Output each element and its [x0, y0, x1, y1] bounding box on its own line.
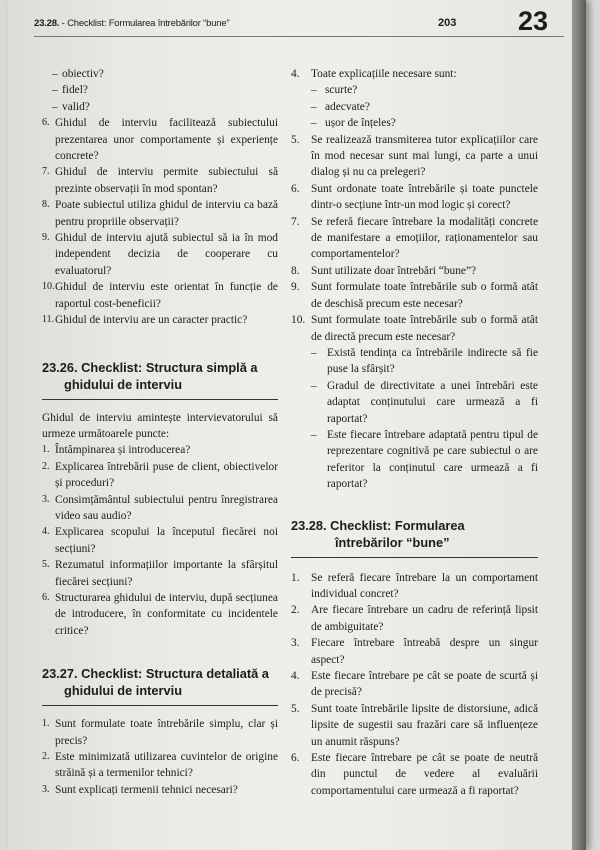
list-item: 3. Consimțământul subiectului pentru înregistrarea video sau audio?: [42, 493, 278, 522]
list-item: 3. Fiecare întrebare întreabă despre un singur aspect?: [291, 637, 538, 666]
header-divider: [34, 36, 564, 37]
list-item: 1. Sunt formulate toate întrebările simplu, clar și precis?: [42, 718, 278, 747]
list-item: 11. Ghidul de interviu are un caracter practic?: [42, 314, 248, 327]
list-item: 7. Ghidul de interviu permite subiectului să prezinte observații în mod spontan?: [42, 166, 278, 195]
list-item: – valid?: [52, 100, 90, 113]
list-item: 9. Ghidul de interviu ajută subiectul să ia în mod independent decizia de cooperare cu evaluatorul?: [42, 232, 278, 277]
list-item: 6. Este fiecare întrebare pe cât se poate de neutră din punctul de vedere al evaluării comportamentului care urmează a fi raportat?: [291, 752, 538, 797]
list-item: – Există tendința ca întrebările indirecte să fie puse la sfârșit?: [311, 346, 538, 376]
list-item: 9. Sunt formulate toate întrebările sub o formă atât de deschisă precum este necesar?: [291, 281, 538, 310]
section-heading: 23.28. Checklist: Formularea întrebărilor “bune”: [291, 517, 465, 550]
list-item: 3. Sunt explicați termenii tehnici necesari?: [42, 783, 238, 796]
list-item: 4. Toate explicațiile necesare sunt:: [291, 68, 457, 80]
section-intro: Ghidul de interviu amintește intervievatorului să urmeze următoarele puncte:: [42, 411, 278, 440]
list-item: – Este fiecare întrebare adaptată pentru tipul de reprezentare cognitivă pe care subiectul o are referitor la conținutul care urmează a fi raportat?: [311, 428, 538, 491]
section-2328: [291, 517, 538, 800]
page-number: 203: [438, 17, 457, 29]
book-page: [8, 0, 586, 850]
list-item: 4. Explicarea scopului la începutul fiecărei noi secțiuni?: [42, 526, 278, 555]
list-item: – scurte?: [311, 84, 358, 97]
list-item: 10. Sunt formulate toate întrebările sub o formă atât de directă precum este necesar?: [291, 314, 538, 343]
page-header: [34, 6, 564, 36]
section-heading: 23.26. Checklist: Structura simplă a ghidului de interviu: [42, 359, 258, 392]
list-item: – obiectiv?: [52, 68, 104, 80]
section-2326: [42, 359, 278, 640]
list-item: 6. Structurarea ghidului de interviu, după secțiunea de introducere, în conformitate cu incidentele critice?: [42, 591, 278, 637]
left-column: [42, 66, 278, 798]
list-item: 2. Are fiecare întrebare un cadru de referință lipsit de ambiguitate?: [291, 604, 538, 633]
chapter-number: 23: [518, 6, 549, 36]
list-item: 6. Ghidul de interviu facilitează subiectului prezentarea unor comportamente și experiențe concrete?: [42, 117, 278, 163]
list-item: 5. Rezumatul informațiilor importante la sfârșitul fiecărei secțiuni?: [42, 559, 278, 588]
right-column: [291, 66, 538, 799]
continued-subitems: [42, 66, 278, 115]
section-2327: [42, 665, 278, 798]
list-item: 5. Sunt toate întrebările lipsite de distorsiune, adică lipsite de sugestii sau frazări care să influențeze un anumit răspuns?: [291, 702, 538, 748]
section-divider: [42, 399, 278, 400]
list-item: 4. Este fiecare întrebare pe cât se poate de scurtă și de precisă?: [291, 670, 538, 699]
list-item: 10. Ghidul de interviu este orientat în funcție de raportul cost-beneficii?: [42, 281, 278, 310]
list-item: – Gradul de directivitate a unei întrebări este adaptat conținutului care urmează a fi raportat?: [311, 379, 538, 425]
checklist-2325-items: [42, 115, 278, 328]
running-head: 23.28. - Checklist: Formularea întrebărilor “bune”: [34, 18, 230, 29]
list-item: 8. Sunt utilizate doar întrebări “bune”?: [291, 264, 477, 277]
list-item: 1. Întâmpinarea și introducerea?: [42, 444, 191, 457]
section-heading: 23.27. Checklist: Structura detaliată a ghidului de interviu: [42, 666, 269, 699]
list-item: 1. Se referă fiecare întrebare la un comportament individual concret?: [291, 571, 538, 600]
list-item: 8. Poate subiectul utiliza ghidul de interviu ca bază pentru propriile observații?: [42, 199, 278, 228]
list-item: – adecvate?: [311, 100, 370, 113]
list-item: 2. Este minimizată utilizarea cuvintelor de origine străină și a termenilor tehnici?: [42, 751, 278, 780]
list-item: – ușor de înțeles?: [311, 117, 396, 130]
list-item: – fidel?: [52, 84, 88, 97]
list-item: 7. Se referă fiecare întrebare la modalități concrete de manifestare a emoțiilor, raționamentelor sau comportamentelor?: [291, 215, 538, 261]
list-item: 2. Explicarea întrebării puse de client, obiectivelor și proceduri?: [42, 460, 278, 490]
list-item: 6. Sunt ordonate toate întrebările și toate punctele dintr-o secțiune într-un mod logic și corect?: [291, 182, 538, 212]
list-item: 5. Se realizează transmiterea tutor explicațiilor care în mod necesar sunt mai lungi, ca parte a unui dialog și nu ca prelegeri?: [291, 133, 538, 179]
book-spine: [572, 0, 586, 850]
